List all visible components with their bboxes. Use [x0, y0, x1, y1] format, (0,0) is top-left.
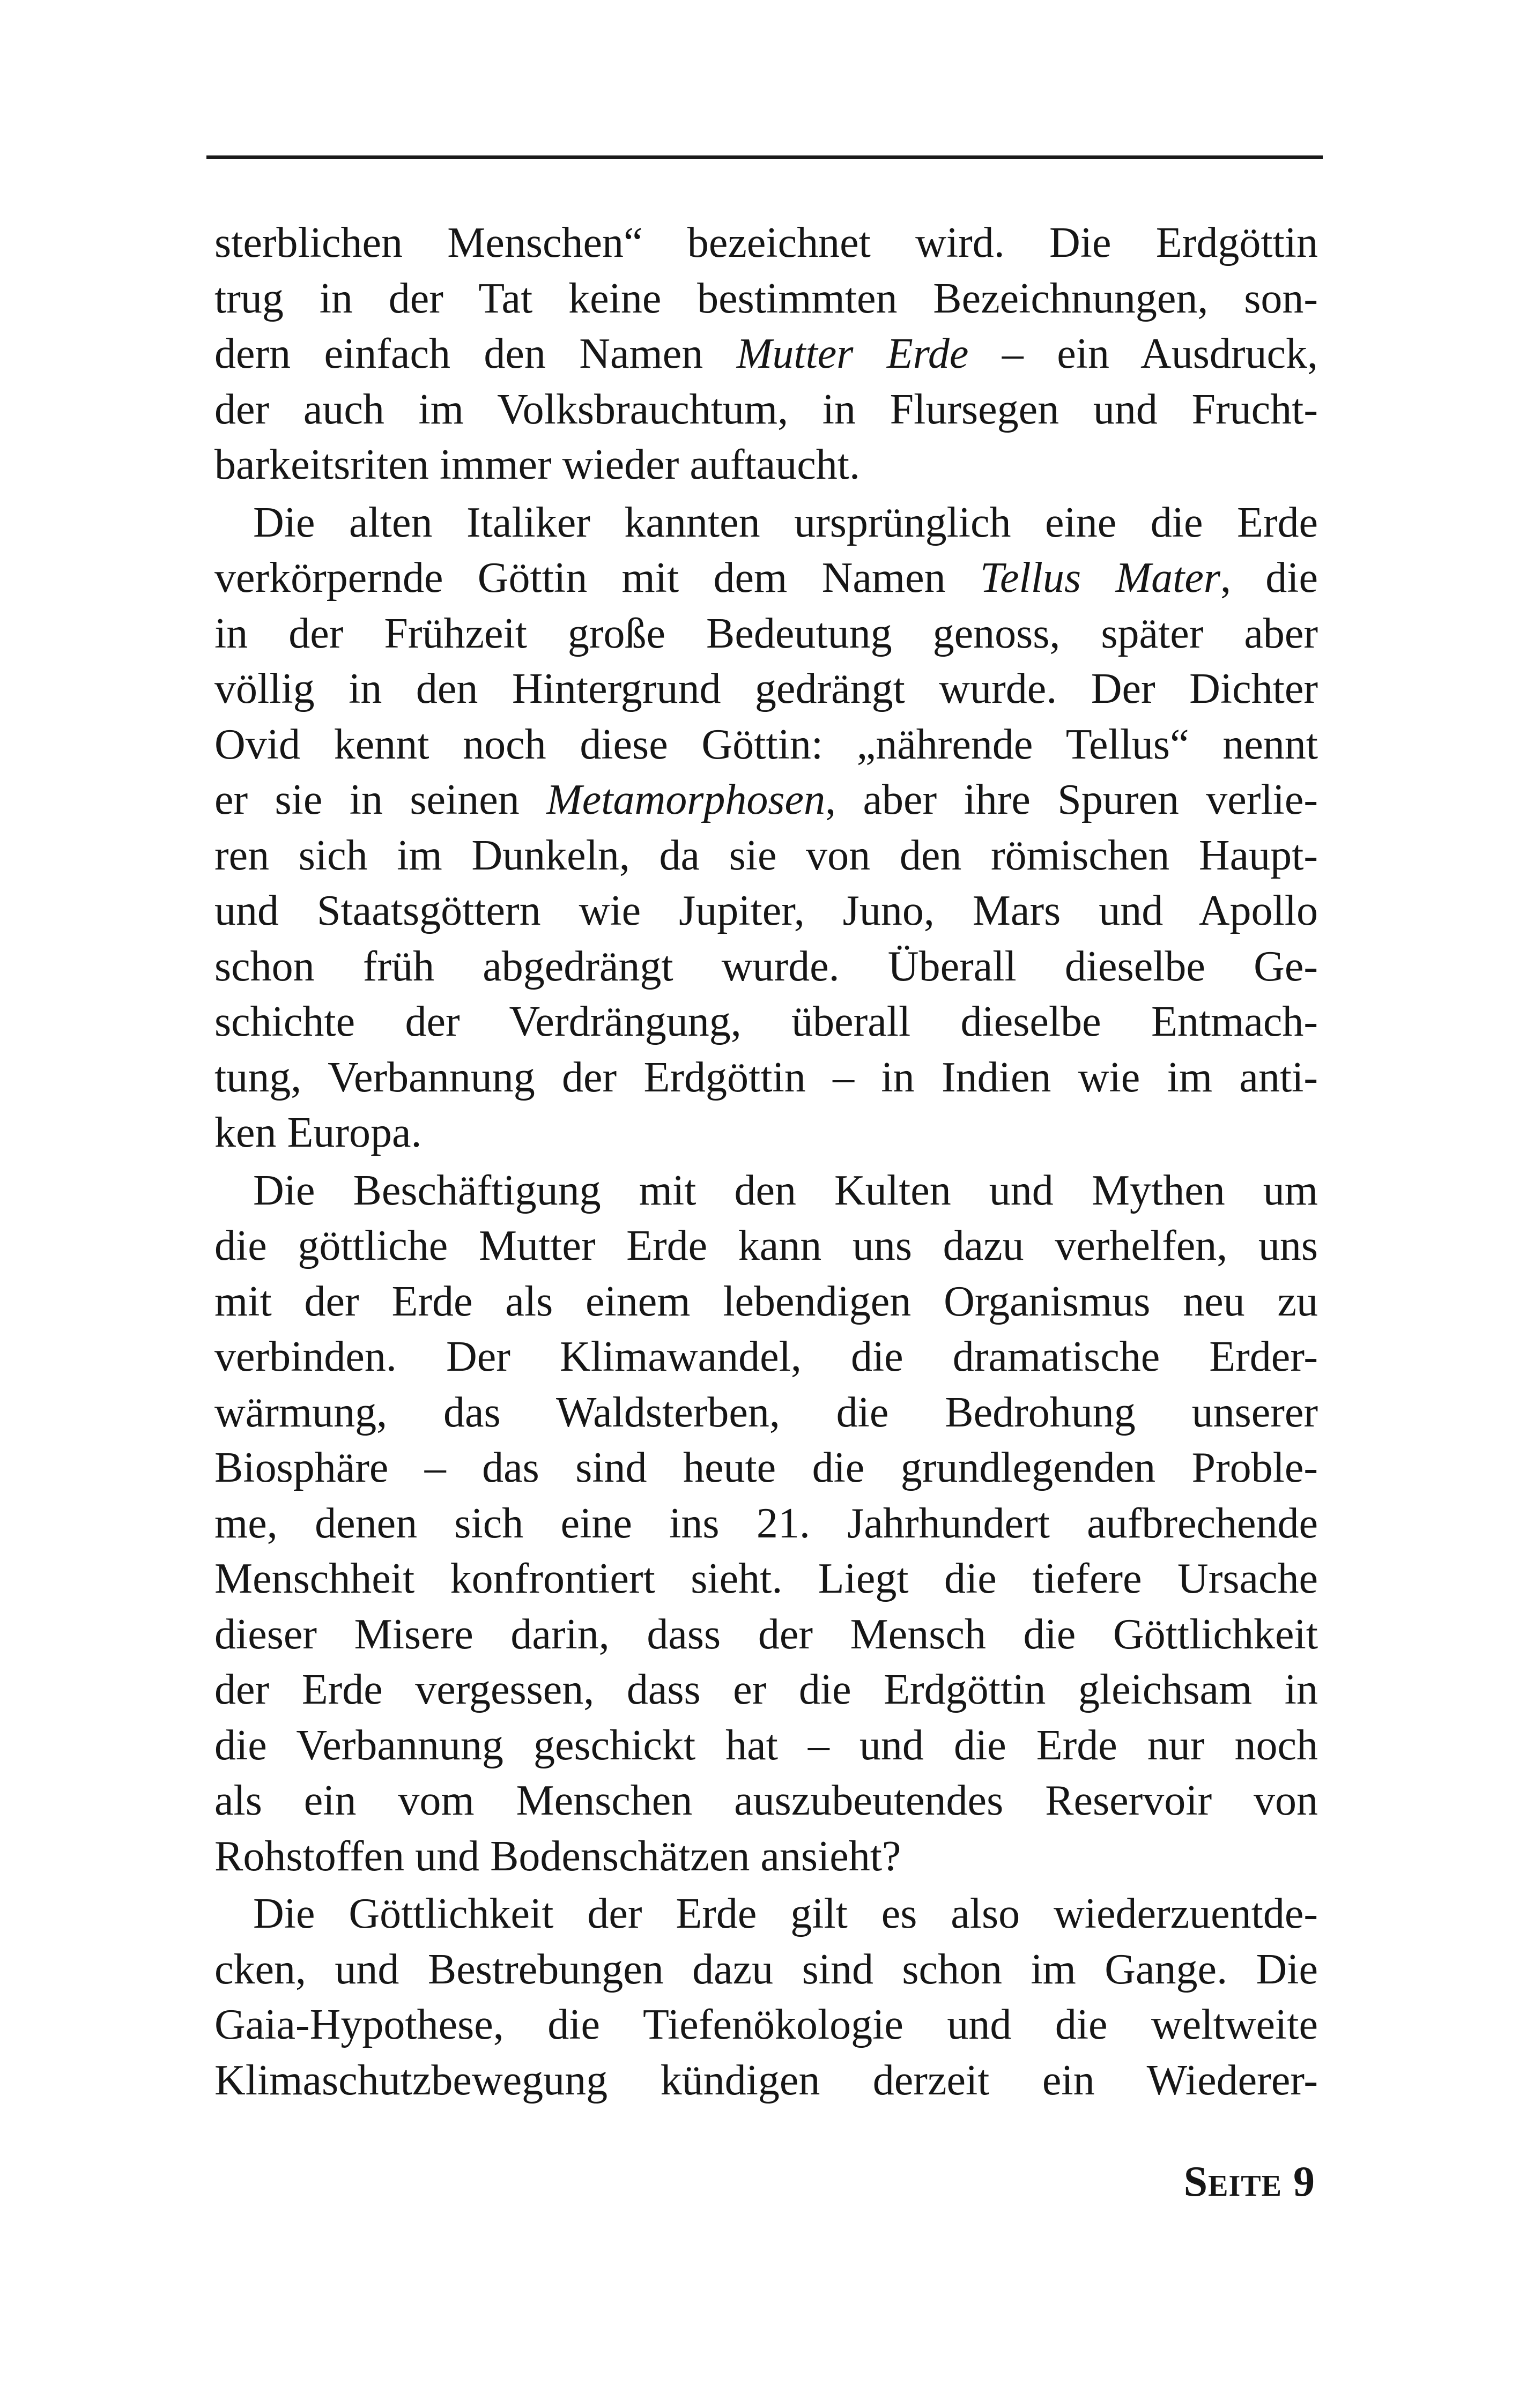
italic-term: Metamorphosen: [546, 776, 826, 823]
text-line: verkörpernde Göttin mit dem Namen Tellus Mater, die: [214, 554, 1318, 601]
text-line: sterblichen Menschen“ bezeichnet wird. Die Erdgöttin: [214, 219, 1318, 266]
text-line: dieser Misere darin, dass der Mensch die Göttlichkeit: [214, 1610, 1318, 1658]
text-line: tung, Verbannung der Erdgöttin – in Indien wie im anti-: [214, 1053, 1318, 1101]
text-line: me, denen sich eine ins 21. Jahrhundert aufbrechende: [214, 1499, 1318, 1547]
text-line: Ovid kennt noch diese Göttin: „nährende Tellus“ nennt: [214, 720, 1318, 768]
text-line: dern einfach den Namen Mutter Erde – ein Ausdruck,: [214, 330, 1318, 377]
text-line: in der Frühzeit große Bedeutung genoss, später aber: [214, 610, 1318, 657]
text-line: wärmung, das Waldsterben, die Bedrohung unserer: [214, 1388, 1318, 1436]
text-line: Rohstoffen und Bodenschätzen ansieht?: [214, 1832, 901, 1880]
text-line: ken Europa.: [214, 1109, 422, 1156]
paragraph-start: Die alten Italiker kannten ursprünglich eine die Erde: [253, 499, 1318, 546]
text-line: als ein vom Menschen auszubeutendes Reservoir von: [214, 1777, 1318, 1824]
text-line: schichte der Verdrängung, überall dieselbe Entmach-: [214, 998, 1318, 1045]
text-line: die Verbannung geschickt hat – und die Erde nur noch: [214, 1721, 1318, 1769]
text-line: völlig in den Hintergrund gedrängt wurde. Der Dichter: [214, 665, 1318, 712]
text-line: cken, und Bestrebungen dazu sind schon im Gange. Die: [214, 1945, 1318, 1993]
text-line: verbinden. Der Klimawandel, die dramatische Erder-: [214, 1333, 1318, 1380]
text-line: mit der Erde als einem lebendigen Organismus neu zu: [214, 1277, 1318, 1325]
text-line: der auch im Volksbrauchtum, in Flursegen und Frucht-: [214, 385, 1318, 433]
italic-term: Tellus Mater: [980, 554, 1220, 601]
text-line: Menschheit konfrontiert sieht. Liegt die tiefere Ursache: [214, 1555, 1318, 1602]
text-line: Gaia-Hypothese, die Tiefenökologie und die weltweite: [214, 2001, 1318, 2048]
paragraph-start: Die Göttlichkeit der Erde gilt es also wiederzuentde-: [253, 1890, 1318, 1937]
text-line: er sie in seinen Metamorphosen, aber ihre Spuren verlie-: [214, 776, 1318, 823]
text-line: der Erde vergessen, dass er die Erdgöttin gleichsam in: [214, 1666, 1318, 1713]
text-line: ren sich im Dunkeln, da sie von den römischen Haupt-: [214, 831, 1318, 879]
italic-term: Mutter Erde: [736, 330, 969, 377]
header-rule: [206, 155, 1323, 159]
text-line: und Staatsgöttern wie Jupiter, Juno, Mars und Apollo: [214, 887, 1318, 934]
text-line: Biosphäre – das sind heute die grundlegenden Proble-: [214, 1444, 1318, 1491]
paragraph-start: Die Beschäftigung mit den Kulten und Mythen um: [253, 1166, 1318, 1214]
text-line: schon früh abgedrängt wurde. Überall dieselbe Ge-: [214, 942, 1318, 990]
text-line: barkeitsriten immer wieder auftaucht.: [214, 441, 860, 488]
body-text: [214, 215, 1318, 2108]
text-line: trug in der Tat keine bestimmten Bezeichnungen, son-: [214, 274, 1318, 322]
text-line: die göttliche Mutter Erde kann uns dazu verhelfen, uns: [214, 1222, 1318, 1269]
text-line: Klimaschutzbewegung kündigen derzeit ein Wiederer-: [214, 2056, 1318, 2104]
page-number: Seite 9: [1183, 2158, 1315, 2205]
